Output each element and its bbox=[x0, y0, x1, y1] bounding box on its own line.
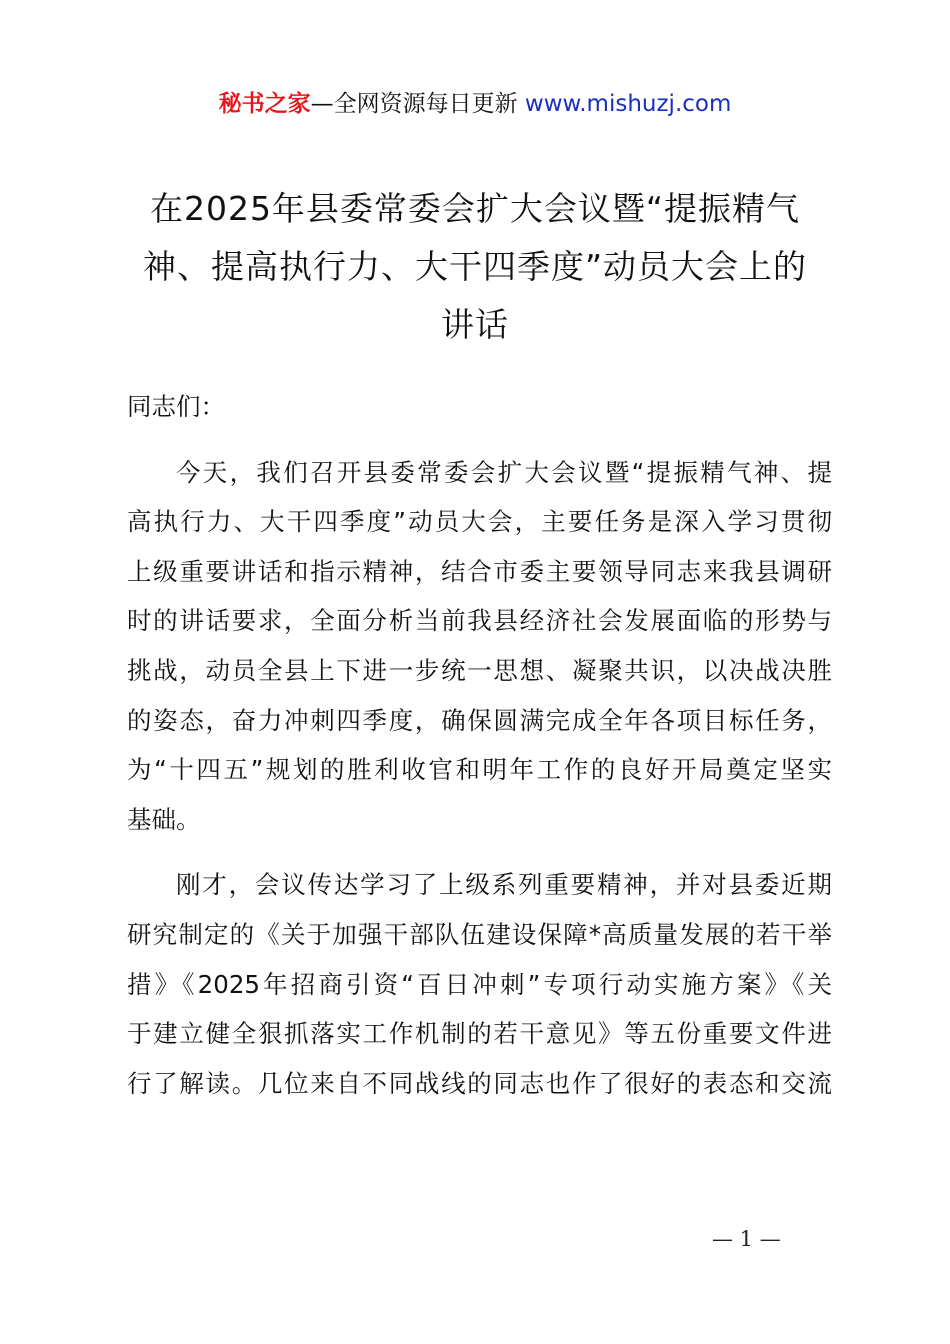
document-title bbox=[120, 180, 830, 354]
title-line: 神、提高执行力、大干四季度”动员大会上的 bbox=[142, 247, 808, 286]
paragraph-line: 行了解读。几位来自不同战线的同志也作了很好的表态和交流 bbox=[127, 1068, 832, 1098]
header-separator: — bbox=[310, 91, 334, 117]
header-tagline: 全网资源每日更新 bbox=[333, 91, 525, 117]
paragraph-line: 措》《2025年招商引资“百日冲刺”专项行动实施方案》《关 bbox=[127, 969, 832, 999]
title-line: 在2025年县委常委会扩大会议暨“提振精气 bbox=[149, 189, 801, 228]
paragraph-line: 挑战，动员全县上下进一步统一思想、凝聚共识，以决战决胜 bbox=[127, 655, 832, 685]
site-header bbox=[0, 88, 950, 120]
paragraph-line: 今天，我们召开县委常委会扩大会议暨“提振精气神、提 bbox=[176, 457, 832, 487]
paragraph-line: 上级重要讲话和指示精神，结合市委主要领导同志来我县调研 bbox=[127, 556, 832, 586]
paragraph-line: 研究制定的《关于加强干部队伍建设保障*高质量发展的若干举 bbox=[127, 919, 832, 949]
paragraph-1 bbox=[127, 448, 832, 845]
site-url-link[interactable]: www.mishuzj.com bbox=[524, 91, 732, 117]
title-line: 讲话 bbox=[441, 305, 509, 344]
salutation: 同志们： bbox=[127, 392, 225, 421]
site-brand: 秘书之家 bbox=[218, 91, 311, 117]
paragraph-line: 于建立健全狠抓落实工作机制的若干意见》等五份重要文件进 bbox=[127, 1019, 832, 1049]
paragraph-2 bbox=[127, 860, 832, 1108]
document-body bbox=[127, 382, 832, 1124]
paragraph-line: 的姿态，奋力冲刺四季度，确保圆满完成全年各项目标任务， bbox=[127, 705, 832, 735]
paragraph-line: 时的讲话要求，全面分析当前我县经济社会发展面临的形势与 bbox=[127, 606, 832, 636]
paragraph-line: 高执行力、大干四季度”动员大会，主要任务是深入学习贯彻 bbox=[127, 507, 832, 537]
paragraph-line: 基础。 bbox=[127, 804, 201, 834]
paragraph-line: 为“十四五”规划的胜利收官和明年工作的良好开局奠定坚实 bbox=[127, 755, 832, 785]
paragraph-line: 刚才，会议传达学习了上级系列重要精神，并对县委近期 bbox=[176, 870, 832, 900]
page-number: — 1 — bbox=[712, 1227, 781, 1251]
